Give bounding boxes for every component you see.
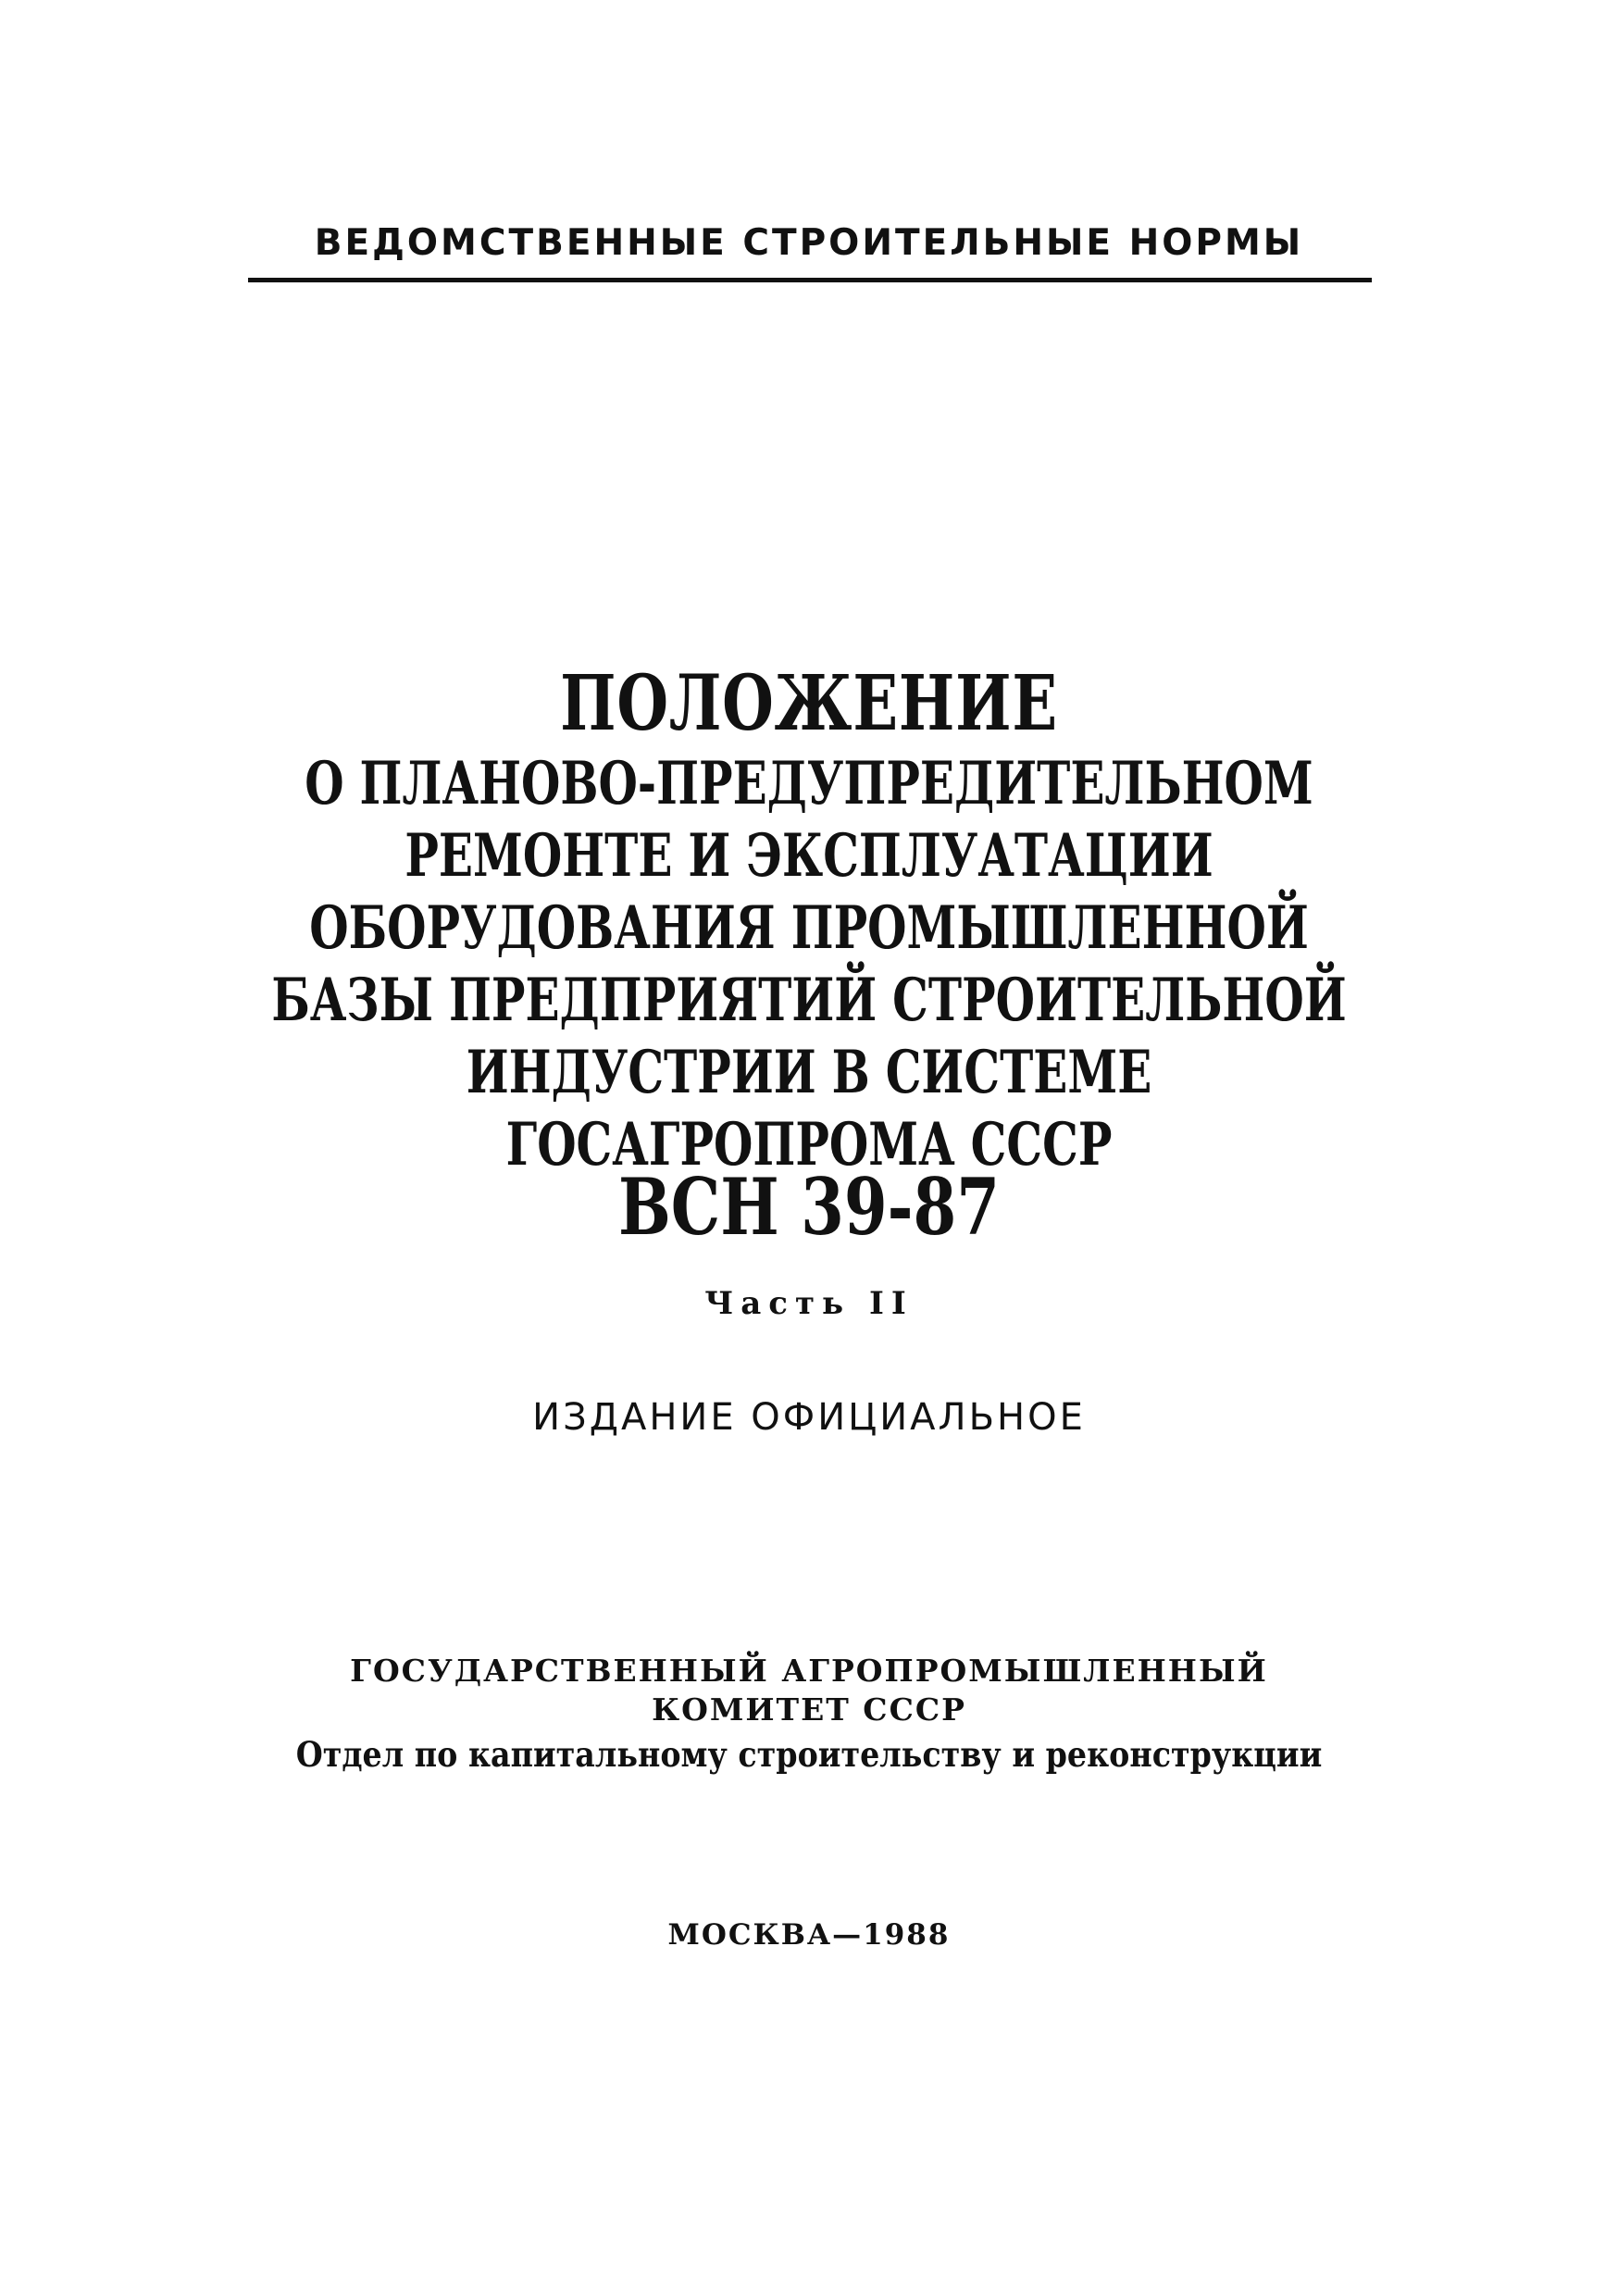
organization-department: Отдел по капитальному строительству и реконструкции bbox=[295, 1734, 1323, 1775]
document-title bbox=[0, 659, 1618, 1181]
organization bbox=[0, 1652, 1618, 1779]
organization-line-2: КОМИТЕТ СССР bbox=[652, 1691, 966, 1728]
organization-line-1: ГОСУДАРСТВЕННЫЙ АГРОПРОМЫШЛЕННЫЙ bbox=[350, 1653, 1268, 1689]
header-divider bbox=[248, 278, 1372, 282]
title-line-1: О ПЛАНОВО-ПРЕДУПРЕДИТЕЛЬНОМ bbox=[305, 749, 1313, 818]
imprint: МОСКВА—1988 bbox=[667, 1918, 951, 1952]
edition-label: ИЗДАНИЕ ОФИЦИАЛЬНОЕ bbox=[532, 1396, 1086, 1439]
title-line-2: РЕМОНТЕ И ЭКСПЛУАТАЦИИ bbox=[404, 821, 1214, 891]
part-label: Часть II bbox=[704, 1285, 914, 1322]
title-line-5: ИНДУСТРИИ В СИСТЕМЕ bbox=[466, 1038, 1152, 1107]
title-line-6: ГОСАГРОПРОМА СССР bbox=[505, 1110, 1113, 1179]
document-code: ВСН 39-87 bbox=[617, 1161, 1001, 1253]
title-line-3: ОБОРУДОВАНИЯ ПРОМЫШЛЕННОЙ bbox=[309, 893, 1309, 963]
series-title: ВЕДОМСТВЕННЫЕ СТРОИТЕЛЬНЫЕ НОРМЫ bbox=[314, 222, 1304, 264]
title-line-4: БАЗЫ ПРЕДПРИЯТИЙ СТРОИТЕЛЬНОЙ bbox=[271, 966, 1347, 1035]
title-main: ПОЛОЖЕНИЕ bbox=[560, 659, 1058, 748]
